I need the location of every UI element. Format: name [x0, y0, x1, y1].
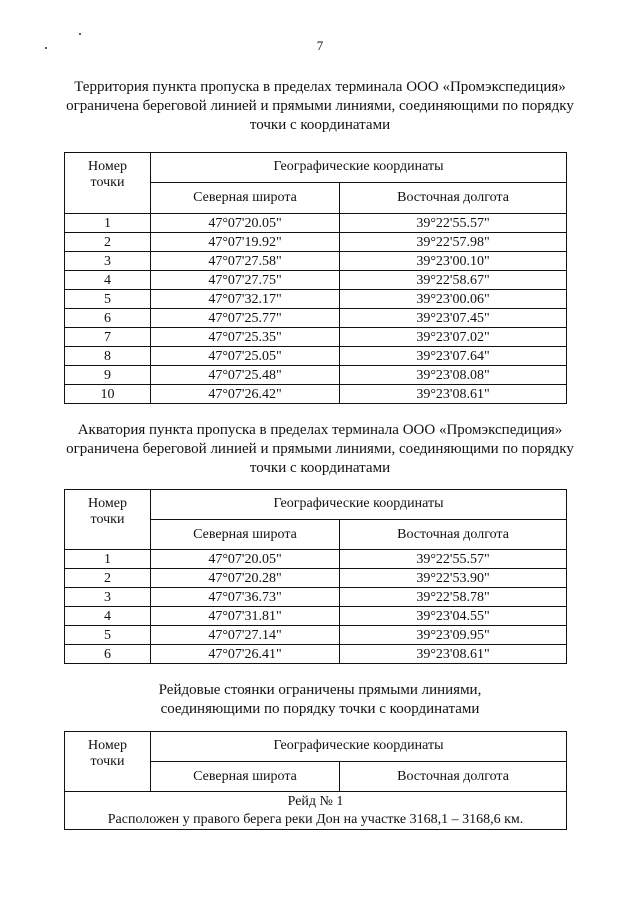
longitude-cell: 39°23'07.02"	[340, 328, 567, 347]
water-area-heading	[50, 421, 590, 478]
longitude-cell: 39°22'55.57"	[340, 550, 567, 569]
heading-line: точки с координатами	[249, 460, 391, 476]
roadstead-description	[65, 792, 567, 830]
point-number-cell: 9	[65, 366, 151, 385]
heading-line: соединяющими по порядку точки с координатами	[160, 701, 480, 717]
longitude-header: Восточная долгота	[340, 762, 567, 792]
latitude-cell: 47°07'32.17"	[151, 290, 340, 309]
latitude-cell: 47°07'25.05"	[151, 347, 340, 366]
table-row	[65, 366, 567, 385]
point-number-cell: 6	[65, 309, 151, 328]
point-number-cell: 6	[65, 645, 151, 664]
territory-coordinates-table	[64, 152, 567, 404]
table-row	[65, 645, 567, 664]
longitude-cell: 39°23'08.08"	[340, 366, 567, 385]
table-row	[65, 271, 567, 290]
point-number-cell: 7	[65, 328, 151, 347]
point-number-cell: 1	[65, 550, 151, 569]
longitude-header: Восточная долгота	[340, 183, 567, 214]
latitude-cell: 47°07'20.28"	[151, 569, 340, 588]
heading-line: Рейдовые стоянки ограничены прямыми линиями,	[158, 682, 482, 698]
roadstead-location: Расположен у правого берега реки Дон на участке 3168,1 – 3168,6 км.	[107, 811, 524, 827]
table-row	[65, 328, 567, 347]
longitude-cell: 39°22'53.90"	[340, 569, 567, 588]
table-row	[65, 347, 567, 366]
longitude-cell: 39°23'09.95"	[340, 626, 567, 645]
point-number-header: Номер точки	[65, 732, 151, 792]
point-number-cell: 4	[65, 271, 151, 290]
point-number-cell: 3	[65, 588, 151, 607]
latitude-cell: 47°07'27.58"	[151, 252, 340, 271]
longitude-cell: 39°22'58.78"	[340, 588, 567, 607]
geo-coordinates-header: Географические координаты	[151, 153, 567, 183]
latitude-cell: 47°07'27.75"	[151, 271, 340, 290]
heading-line: ограничена береговой линией и прямыми линиями, соединяющими по порядку	[66, 441, 574, 457]
point-number-cell: 1	[65, 214, 151, 233]
table-row	[65, 290, 567, 309]
point-number-header: Номер точки	[65, 490, 151, 550]
scan-speck	[79, 33, 81, 35]
longitude-cell: 39°23'07.45"	[340, 309, 567, 328]
table-row	[65, 588, 567, 607]
latitude-cell: 47°07'25.77"	[151, 309, 340, 328]
table-row	[65, 550, 567, 569]
table-row	[65, 569, 567, 588]
latitude-header: Северная широта	[151, 762, 340, 792]
longitude-cell: 39°22'58.67"	[340, 271, 567, 290]
table-row	[65, 233, 567, 252]
point-number-cell: 5	[65, 626, 151, 645]
latitude-cell: 47°07'26.41"	[151, 645, 340, 664]
longitude-cell: 39°23'08.61"	[340, 645, 567, 664]
latitude-cell: 47°07'31.81"	[151, 607, 340, 626]
longitude-cell: 39°23'04.55"	[340, 607, 567, 626]
table-row	[65, 385, 567, 404]
latitude-cell: 47°07'27.14"	[151, 626, 340, 645]
longitude-header: Восточная долгота	[340, 520, 567, 550]
longitude-cell: 39°23'00.06"	[340, 290, 567, 309]
longitude-cell: 39°23'00.10"	[340, 252, 567, 271]
heading-line: Акватория пункта пропуска в пределах терминала ООО «Промэкспедиция»	[77, 422, 563, 438]
heading-line: ограничена береговой линией и прямыми линиями, соединяющими по порядку	[66, 98, 574, 114]
latitude-cell: 47°07'19.92"	[151, 233, 340, 252]
latitude-header: Северная широта	[151, 183, 340, 214]
water-area-coordinates-table	[64, 489, 567, 664]
table-row	[65, 626, 567, 645]
roadstead-coordinates-table	[64, 731, 567, 830]
territory-rows	[65, 214, 567, 404]
latitude-cell: 47°07'20.05"	[151, 550, 340, 569]
latitude-cell: 47°07'25.48"	[151, 366, 340, 385]
point-number-cell: 2	[65, 233, 151, 252]
geo-coordinates-header: Географические координаты	[151, 732, 567, 762]
table-row	[65, 309, 567, 328]
point-number-cell: 8	[65, 347, 151, 366]
table-row	[65, 607, 567, 626]
point-number-cell: 10	[65, 385, 151, 404]
latitude-cell: 47°07'26.42"	[151, 385, 340, 404]
page-number: 7	[316, 38, 324, 53]
roadstead-title: Рейд № 1	[287, 793, 344, 809]
longitude-cell: 39°23'07.64"	[340, 347, 567, 366]
point-number-cell: 5	[65, 290, 151, 309]
point-number-header: Номер точки	[65, 153, 151, 214]
latitude-header: Северная широта	[151, 520, 340, 550]
point-number-cell: 4	[65, 607, 151, 626]
heading-line: Территория пункта пропуска в пределах терминала ООО «Промэкспедиция»	[74, 79, 566, 95]
roadstead-heading	[50, 681, 590, 719]
point-number-cell: 2	[65, 569, 151, 588]
latitude-cell: 47°07'20.05"	[151, 214, 340, 233]
table-row	[65, 214, 567, 233]
territory-heading	[50, 78, 590, 135]
latitude-cell: 47°07'36.73"	[151, 588, 340, 607]
longitude-cell: 39°23'08.61"	[340, 385, 567, 404]
latitude-cell: 47°07'25.35"	[151, 328, 340, 347]
table-row	[65, 252, 567, 271]
longitude-cell: 39°22'57.98"	[340, 233, 567, 252]
water-area-rows	[65, 550, 567, 664]
point-number-cell: 3	[65, 252, 151, 271]
heading-line: точки с координатами	[249, 117, 391, 133]
longitude-cell: 39°22'55.57"	[340, 214, 567, 233]
geo-coordinates-header: Географические координаты	[151, 490, 567, 520]
